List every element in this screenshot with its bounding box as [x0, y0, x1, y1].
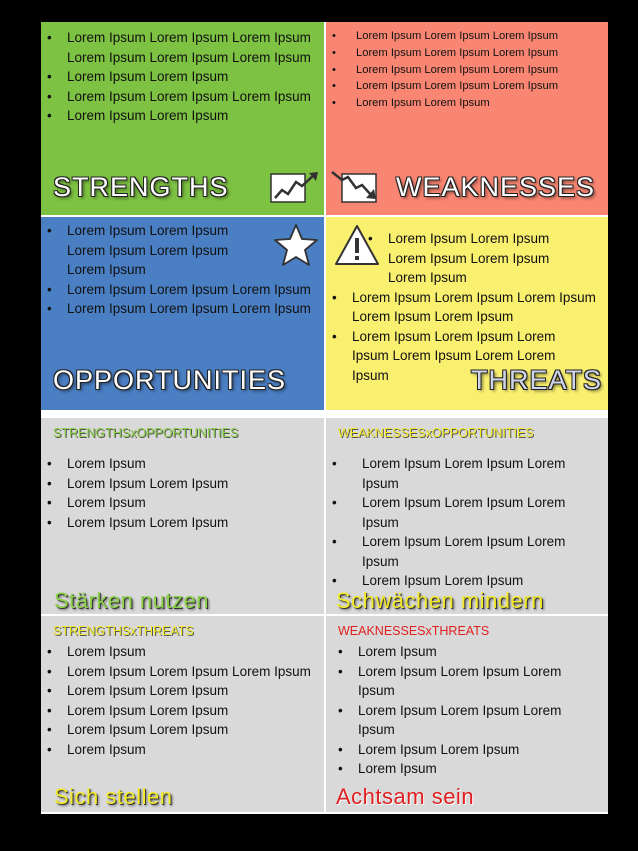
list-item: • Lorem Ipsum Lorem Ipsum Lorem Ipsum [41, 662, 311, 682]
list-item: • Lorem Ipsum [332, 642, 598, 662]
list-item: • Lorem Ipsum [41, 740, 311, 760]
list-item: • Lorem Ipsum Lorem Ipsum Lorem Ipsum Lorem Ipsum Lorem Lorem Ipsum [326, 327, 592, 386]
list-item: • Lorem Ipsum Lorem Ipsum [41, 701, 311, 721]
list-item: • Lorem Ipsum Lorem Ipsum Lorem Ipsum [326, 78, 606, 95]
st-header: STRENGTHSxTHREATS [53, 624, 194, 638]
list-item: • Lorem Ipsum Lorem Ipsum Lorem Ipsum [326, 45, 606, 62]
st-label: Sich stellen [54, 784, 173, 809]
list-item: • Lorem Ipsum Lorem Ipsum [41, 106, 311, 126]
swot-sheet [41, 22, 608, 814]
list-item: • Lorem Ipsum Lorem Ipsum Lorem Ipsum [326, 532, 596, 571]
opportunities-list [41, 221, 311, 319]
list-item: • Lorem Ipsum Lorem Ipsum Lorem Ipsum [326, 454, 596, 493]
star-icon [273, 223, 319, 267]
list-item: • Lorem Ipsum Lorem Ipsum Lorem Ipsum [332, 701, 598, 740]
chart-up-icon [269, 170, 321, 206]
weaknesses-list [326, 28, 606, 112]
list-item: • Lorem Ipsum [41, 642, 311, 662]
chart-down-icon [328, 168, 380, 206]
list-item: • Lorem Ipsum Lorem Ipsum Lorem Ipsum [326, 28, 606, 45]
list-item: • Lorem Ipsum Lorem Ipsum [326, 95, 606, 112]
wt-list [332, 642, 598, 779]
list-item: • Lorem Ipsum Lorem Ipsum Lorem Ipsum Lorem Ipsum Lorem Ipsum [362, 229, 588, 288]
wo-label: Schwächen mindern [336, 588, 544, 613]
list-item: • Lorem Ipsum [41, 493, 311, 513]
strengths-title: STRENGTHS [53, 172, 229, 202]
wt-cell [326, 616, 608, 812]
list-item: • Lorem Ipsum Lorem Ipsum [41, 67, 311, 87]
list-item: • Lorem Ipsum [332, 759, 598, 779]
so-header: STRENGTHSxOPPORTUNITIES [53, 426, 239, 440]
wt-header: WEAKNESSESxTHREATS [338, 624, 490, 638]
list-item: • Lorem Ipsum Lorem Ipsum Lorem Ipsum Lorem Ipsum Lorem Ipsum Lorem Ipsum [41, 28, 311, 67]
st-list [41, 642, 311, 759]
so-label: Stärken nutzen [54, 588, 209, 613]
st-cell [41, 616, 324, 812]
wo-list [326, 454, 596, 591]
list-item: • Lorem Ipsum Lorem Ipsum [326, 571, 596, 591]
so-cell [41, 418, 324, 614]
list-item: • Lorem Ipsum Lorem Ipsum [41, 513, 311, 533]
list-item: • Lorem Ipsum Lorem Ipsum Lorem Ipsum [41, 299, 311, 319]
list-item: • Lorem Ipsum Lorem Ipsum Lorem Ipsum Lorem Ipsum Lorem Ipsum [41, 221, 257, 280]
threats-quadrant [326, 217, 608, 410]
weaknesses-title: WEAKNESSES [396, 172, 596, 202]
list-item: • Lorem Ipsum [41, 454, 311, 474]
divider [41, 412, 608, 416]
weaknesses-quadrant [326, 22, 608, 215]
opportunities-quadrant [41, 217, 324, 410]
strengths-quadrant [41, 22, 324, 215]
list-item: • Lorem Ipsum Lorem Ipsum Lorem Ipsum [41, 280, 311, 300]
wt-label: Achtsam sein [336, 784, 475, 809]
list-item: • Lorem Ipsum Lorem Ipsum Lorem Ipsum Lorem Ipsum Lorem Ipsum [326, 288, 606, 327]
threats-title: THREATS [471, 365, 603, 395]
threats-list [326, 229, 606, 385]
so-list [41, 454, 311, 532]
opportunities-title: OPPORTUNITIES [53, 365, 287, 395]
strengths-list [41, 28, 311, 126]
list-item: • Lorem Ipsum Lorem Ipsum [41, 681, 311, 701]
list-item: • Lorem Ipsum Lorem Ipsum [332, 740, 598, 760]
wo-header: WEAKNESSESxOPPORTUNITIES [338, 426, 534, 440]
list-item: • Lorem Ipsum Lorem Ipsum Lorem Ipsum [332, 662, 598, 701]
wo-cell [326, 418, 608, 614]
list-item: • Lorem Ipsum Lorem Ipsum [41, 720, 311, 740]
list-item: • Lorem Ipsum Lorem Ipsum [41, 474, 311, 494]
list-item: • Lorem Ipsum Lorem Ipsum Lorem Ipsum [41, 87, 311, 107]
list-item: • Lorem Ipsum Lorem Ipsum Lorem Ipsum [326, 493, 596, 532]
list-item: • Lorem Ipsum Lorem Ipsum Lorem Ipsum [326, 62, 606, 79]
